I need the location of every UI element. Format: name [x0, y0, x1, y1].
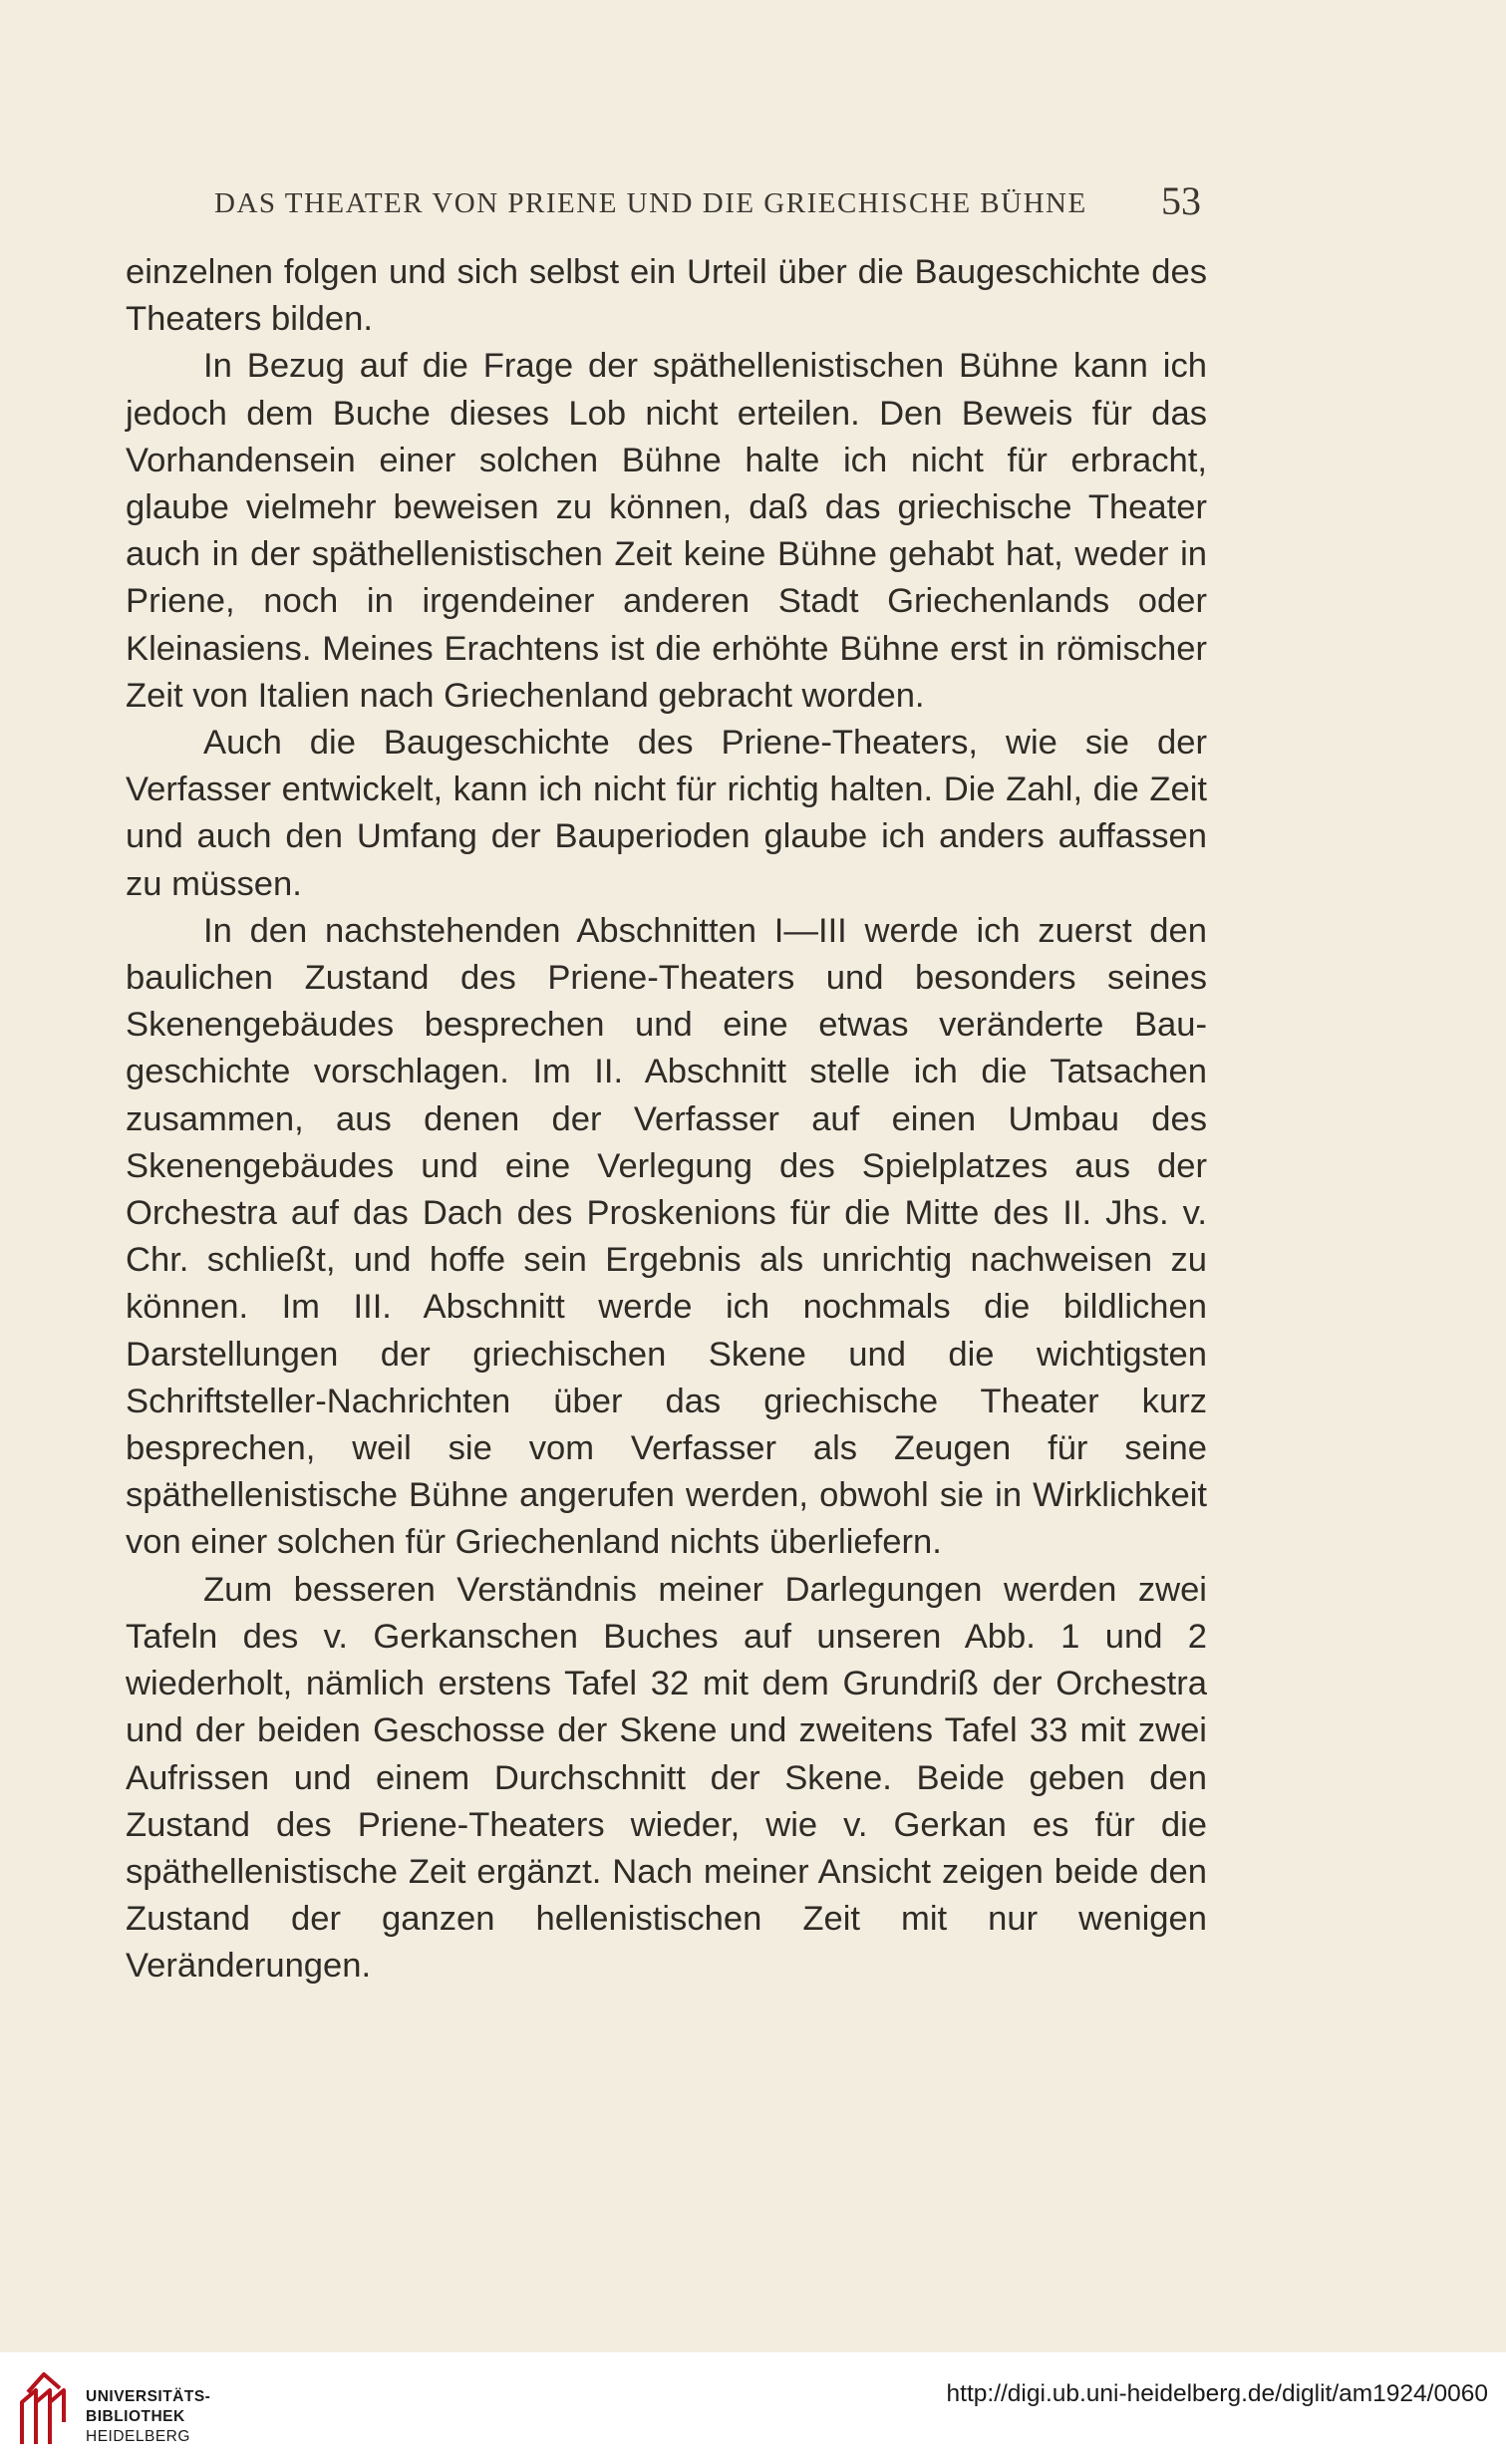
library-name-line: HEIDELBERG [86, 2428, 190, 2445]
heidelberg-library-logo-icon [14, 2362, 74, 2452]
paragraph: Auch die Baugeschichte des Priene-Theaters, wie sie der Verfasser entwickelt, kann ich nicht für richtig halten. Die Zahl, die Zeit und auch den Umfang der Bauperioden glaube ich anders auffassen zu müssen. [126, 724, 1207, 903]
paragraph: In Bezug auf die Frage der späthellenistischen Bühne kann ich jedoch dem Buche dieses Lob nicht erteilen. Den Beweis für das Vorhandensein einer solchen Bühne halte ich nicht für erbracht, glaube vielmehr beweisen zu können, daß das griechische Theater auch in der späthellenistischen Zeit keine Bühne gehabt hat, weder in Priene, noch in irgendeiner anderen Stadt Griechenlands oder Kleinasiens. Meines Erachtens ist die erhöhte Bühne erst in römischer Zeit von Italien nach Griechenland gebracht worden. [126, 347, 1207, 715]
library-name-line: UNIVERSITÄTS- [86, 2388, 211, 2405]
digitization-footer [0, 2352, 1506, 2464]
running-title: DAS THEATER VON PRIENE UND DIE GRIECHISCHE BÜHNE [214, 187, 1087, 219]
paragraph: In den nachstehenden Abschnitten I—III werde ich zuerst den baulichen Zustand des Priene-Theaters und besonders seines Skenengebäudes besprechen und eine etwas veränderte Baugeschichte vorschlagen. Im II. Abschnitt stelle ich die Tatsachen zusammen, aus denen der Verfasser auf einen Umbau des Skenengebäudes und eine Verlegung des Spielplatzes aus der Orchestra auf das Dach des Proskenions für die Mitte des II. Jhs. v. Chr. schließt, und hoffe sein Ergebnis als unrichtig nachweisen zu können. Im III. Abschnitt werde ich nochmals die bildlichen Darstellungen der griechischen Skene und die wichtigsten Schriftsteller-Nachrichten über das griechische Theater kurz besprechen, weil sie vom Verfasser als Zeugen für seine späthellenistische Bühne angerufen werden, obwohl sie in Wirklichkeit von einer solchen für Griechenland nichts überliefern. [126, 911, 1207, 1562]
permalink-url[interactable]: http://digi.ub.uni-heidelberg.de/diglit/am1924/0060 [946, 2380, 1488, 2407]
page-number: 53 [1161, 178, 1201, 223]
library-name [86, 2387, 210, 2447]
running-head [130, 177, 1201, 237]
paragraph: einzelnen folgen und sich selbst ein Urteil über die Baugeschichte des Theaters bilden. [126, 253, 1207, 339]
library-name-line: BIBLIOTHEK [86, 2408, 185, 2425]
body-text [126, 249, 1207, 1991]
paragraph: Zum besseren Verständnis meiner Darlegungen werden zwei Tafeln des v. Gerkanschen Buches auf unseren Abb. 1 und 2 wiederholt, nämlich erstens Tafel 32 mit dem Grundriß der Orchestra und der beiden Geschosse der Skene und zweitens Tafel 33 mit zwei Aufrissen und einem Durchschnitt der Skene. Beide geben den Zustand des Priene-Theaters wieder, wie v. Gerkan es für die späthellenistische Zeit ergänzt. Nach meiner Ansicht zeigen beide den Zustand der ganzen hellenistischen Zeit mit nur wenigen Veränderungen. [126, 1570, 1207, 1986]
